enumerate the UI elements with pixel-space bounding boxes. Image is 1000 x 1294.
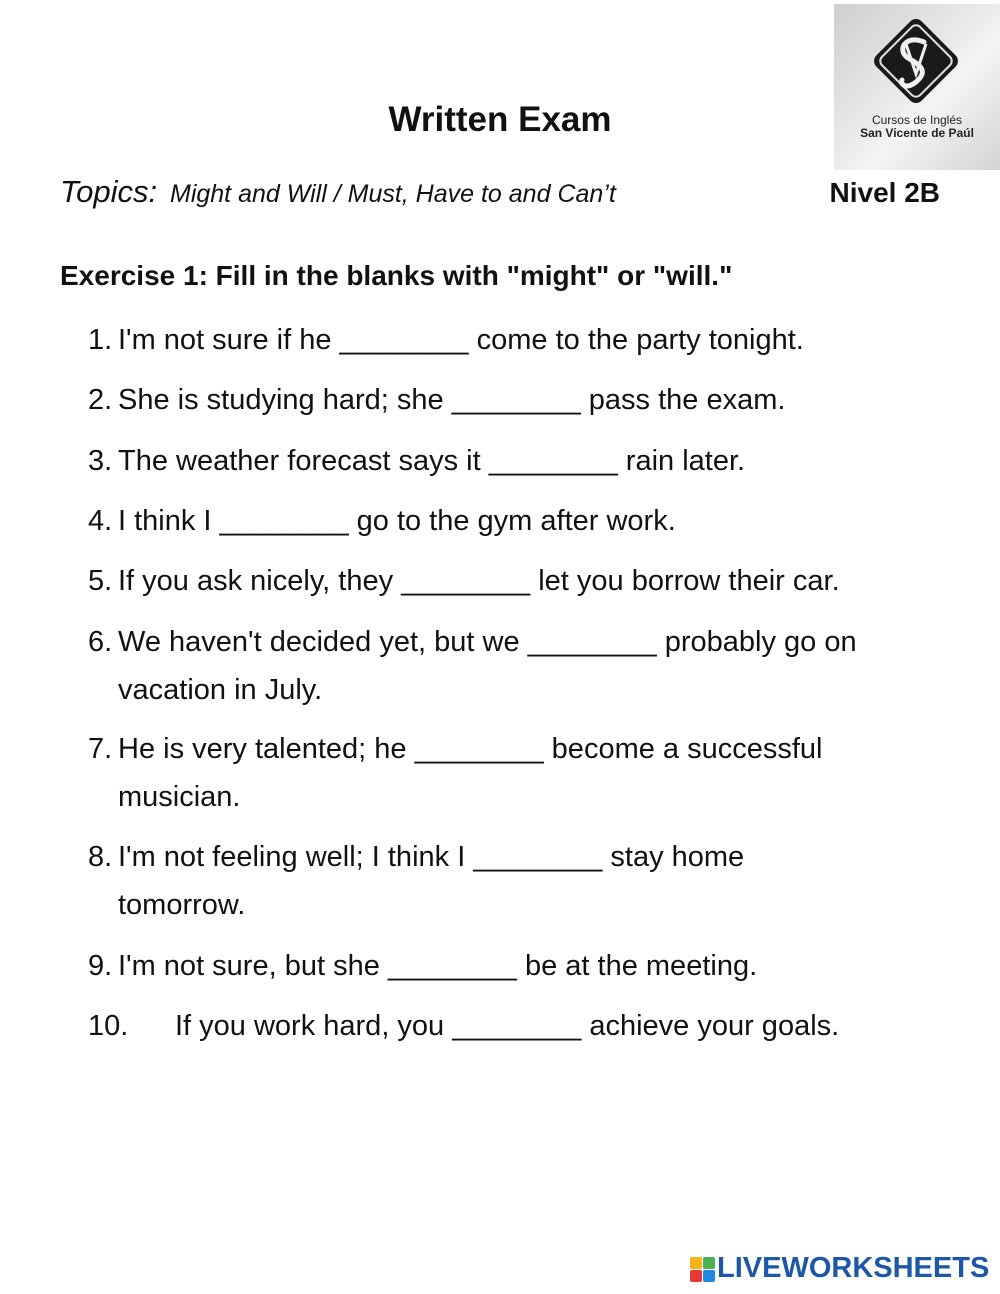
topics-label: Topics: <box>60 174 158 209</box>
question-text: I'm not feeling well; I think I ________ stay home tomorrow. <box>118 841 745 921</box>
topics-value: Might and Will / Must, Have to and Can’t <box>170 180 616 208</box>
question-number: 8. <box>88 841 113 873</box>
question-text: I'm not sure if he ________ come to the party tonight. <box>118 324 804 356</box>
level-label: Nivel 2B <box>829 177 940 208</box>
question-number: 2. <box>88 384 113 416</box>
question-number: 5. <box>88 565 113 597</box>
topics-row <box>60 174 940 214</box>
question-text: If you work hard, you ________ achieve your goals. <box>175 1010 840 1042</box>
question-text: The weather forecast says it ________ rain later. <box>118 445 746 477</box>
liveworksheets-brand: LIVEWORKSHEETS <box>717 1252 990 1284</box>
question-number: 6. <box>88 626 113 658</box>
question-number: 9. <box>88 950 113 982</box>
question-text: She is studying hard; she ________ pass the exam. <box>118 384 786 416</box>
page-title: Written Exam <box>388 100 612 139</box>
exercise-heading: Exercise 1: Fill in the blanks with "might" or "will." <box>60 260 733 291</box>
cs-emblem-icon <box>834 4 1000 170</box>
question-text: If you ask nicely, they ________ let you borrow their car. <box>118 565 840 597</box>
logo-line-2: San Vicente de Paúl <box>860 126 974 140</box>
school-logo <box>834 4 1000 170</box>
question-text: He is very talented; he ________ become a successful musician. <box>118 733 823 813</box>
logo-line-1: Cursos de Inglés <box>871 113 963 127</box>
question-text: I'm not sure, but she ________ be at the meeting. <box>118 950 758 982</box>
question-text: I think I ________ go to the gym after work. <box>118 505 676 537</box>
question-number: 4. <box>88 505 113 537</box>
question-number: 3. <box>88 445 113 477</box>
question-number: 10. <box>88 1010 129 1042</box>
question-number: 1. <box>88 324 113 356</box>
question-text: We haven't decided yet, but we ________ probably go on vacation in July. <box>118 626 857 706</box>
question-number: 7. <box>88 733 113 765</box>
liveworksheets-icon <box>690 1257 716 1283</box>
